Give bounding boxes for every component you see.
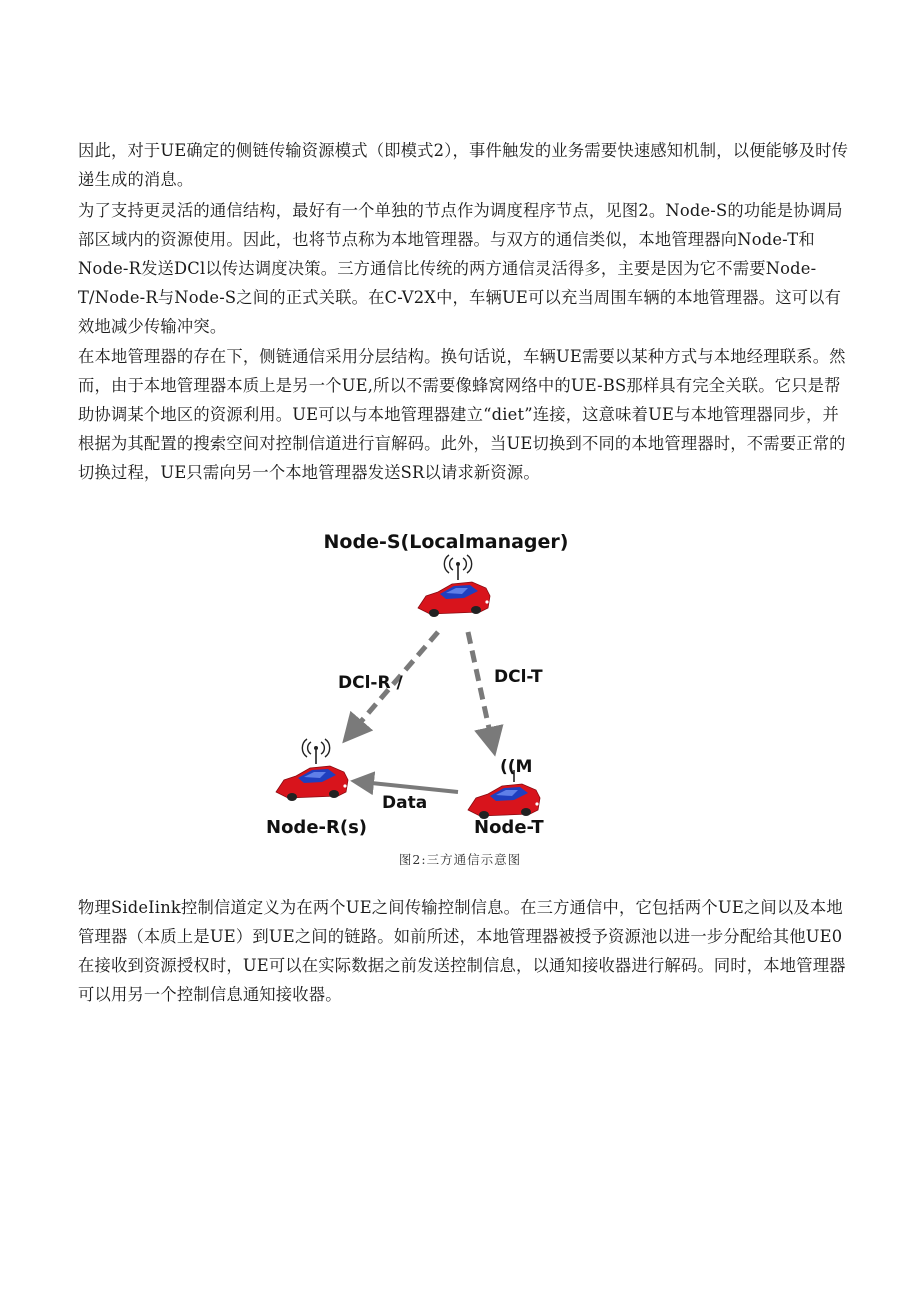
node-t-label: Node-T	[474, 817, 544, 838]
node-s-car-icon	[418, 555, 490, 617]
paragraph-3: 在本地管理器的存在下，侧链通信采用分层结构。换句话说，车辆UE需要以某种方式与本地经理联系。然而，由于本地管理器本质上是另一个UE,所以不需要像蜂窝网络中的UE-BS那样具有完全关联。它只是帮助协调某个地区的资源利用。UE可以与本地管理器建立“diet”连接，这意味着UE与本地管理器同步，并根据为其配置的搜索空间对控制信道进行盲解码。此外，当UE切换到不同的本地管理器时，不需要正常的切换过程，UE只需向另一个本地管理器发送SR以请求新资源。	[78, 347, 846, 482]
dci-r-label: DCl-R /	[338, 673, 403, 693]
node-r-label: Node-R(s)	[266, 817, 368, 838]
paragraph-2: 为了支持更灵活的通信结构，最好有一个单独的节点作为调度程序节点，见图2。Node-S的功能是协调局部区域内的资源使用。因此，也将节点称为本地管理器。与双方的通信类似，本地管理器向Node-T和Node-R发送DCl以传达调度决策。三方通信比传统的两方通信灵活得多，主要是因为它不需要Node-T/Node-R与Node-S之间的正式关联。在C-V2X中，车辆UE可以充当周围车辆的本地管理器。这可以有效地减少传输冲突。	[78, 201, 843, 336]
paragraph-4: 物理SideIink控制信道定义为在两个UE之间传输控制信息。在三方通信中，它包括两个UE之间以及本地管理器（本质上是UE）到UE之间的链路。如前所述，本地管理器被授予资源池以进一步分配给其他UE0在接收到资源授权时，UE可以在实际数据之前发送控制信息，以通知接收器进行解码。同时，本地管理器可以用另一个控制信息通知接收器。	[78, 898, 846, 1004]
figure-caption: 图2:三方通信示意图	[398, 852, 522, 867]
node-r-car-icon	[276, 739, 348, 801]
signal-label: ((M	[500, 757, 533, 777]
data-label: Data	[382, 793, 428, 813]
dci-t-label: DCl-T	[494, 667, 543, 687]
node-t-car-icon	[468, 770, 540, 819]
node-s-label: Node-S(Localmanager)	[323, 531, 569, 553]
paragraph-1: 因此，对于UE确定的侧链传输资源模式（即模式2），事件触发的业务需要快速感知机制，以便能够及时传递生成的消息。	[78, 141, 849, 189]
three-party-diagram	[258, 520, 678, 850]
dci-t-arrow	[468, 632, 492, 742]
data-arrow	[362, 782, 458, 792]
